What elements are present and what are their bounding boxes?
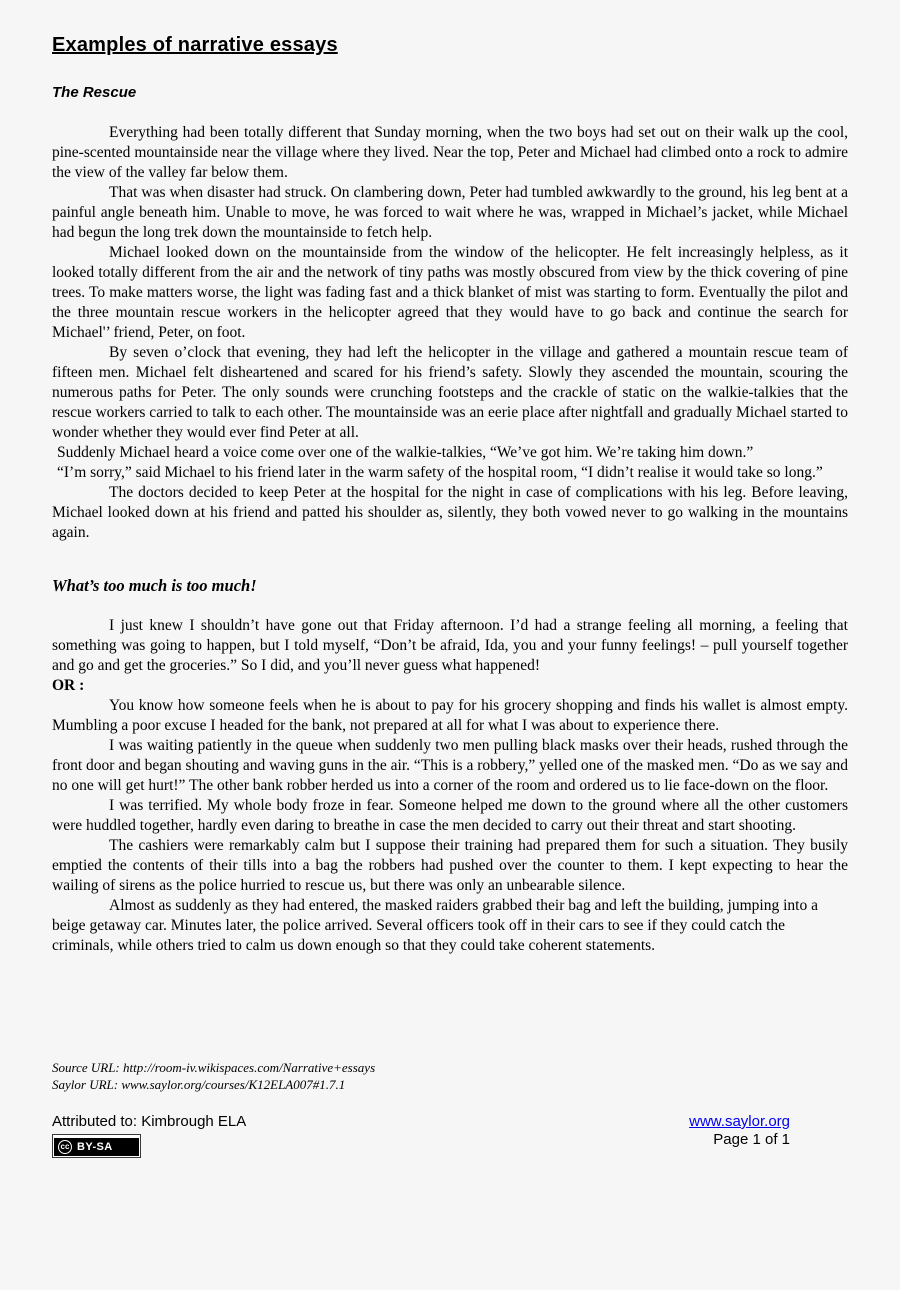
essay-paragraph: The cashiers were remarkably calm but I suppose their training had prepared them for such a situation. They busily emptied the contents of their tills into a bag the robbers had pushed over the counter to them. I kept expecting to hear the wailing of sirens as the police hurried to rescue us, but there was only an unbearable silence. bbox=[52, 837, 848, 894]
page-title: Examples of narrative essays bbox=[52, 34, 338, 56]
essay-heading-the-rescue: The Rescue bbox=[52, 84, 137, 101]
or-divider-line: OR : bbox=[52, 677, 85, 694]
essay-paragraph: The doctors decided to keep Peter at the hospital for the night in case of complications with his leg. Before leaving, Michael looked down at his friend and patted his shoulder as, silently, they both vowed never to go walking in the mountains again. bbox=[52, 484, 848, 541]
essay-body-too-much bbox=[52, 616, 848, 956]
essay-paragraph: Suddenly Michael heard a voice come over one of the walkie-talkies, “We’ve got him. We’re taking him down.” bbox=[57, 444, 754, 461]
essay-paragraph: Almost as suddenly as they had entered, the masked raiders grabbed their bag and left the building, jumping into a beige getaway car. Minutes later, the police arrived. Several officers took off in their cars to see if they could catch the criminals, while others tried to calm us down enough so that they could take coherent statements. bbox=[52, 897, 818, 954]
attribution-text: Attributed to: Kimbrough ELA bbox=[52, 1113, 247, 1130]
essay-body-the-rescue bbox=[52, 123, 848, 543]
cc-by-sa-badge[interactable] bbox=[52, 1134, 141, 1158]
essay-heading-too-much: What’s too much is too much! bbox=[52, 576, 257, 595]
page-footer bbox=[52, 1113, 790, 1158]
footer-left bbox=[52, 1113, 246, 1158]
footer-right bbox=[689, 1113, 790, 1149]
saylor-org-link[interactable]: www.saylor.org bbox=[689, 1113, 790, 1130]
essay-paragraph: Michael looked down on the mountainside from the window of the helicopter. He felt increasingly helpless, as it looked totally different from the air and the network of tiny paths was mostly obscured from view by the thick covering of pine trees. To make matters worse, the light was fading fast and a thick blanket of mist was starting to form. Eventually the pilot and the three mountain rescue workers in the helicopter agreed that they would have to go back and continue the search for Michael'’ friend, Peter, on foot. bbox=[52, 244, 848, 341]
cc-by-sa-badge-inner bbox=[54, 1138, 139, 1156]
essay-paragraph: You know how someone feels when he is about to pay for his grocery shopping and finds his wallet is almost empty. Mumbling a poor excuse I headed for the bank, not prepared at all for what I was about to experience there. bbox=[52, 697, 848, 734]
page-number: Page 1 of 1 bbox=[713, 1131, 790, 1148]
saylor-url-line: Saylor URL: www.saylor.org/courses/K12ELA007#1.7.1 bbox=[52, 1076, 346, 1092]
essay-paragraph: Everything had been totally different that Sunday morning, when the two boys had set out on their walk up the cool, pine-scented mountainside near the village where they lived. Near the top, Peter and Michael had climbed onto a rock to admire the view of the valley far below them. bbox=[52, 124, 848, 181]
essay-paragraph: “I’m sorry,” said Michael to his friend later in the warm safety of the hospital room, “I didn’t realise it would take so long.” bbox=[57, 464, 823, 481]
essay-paragraph: That was when disaster had struck. On clambering down, Peter had tumbled awkwardly to the ground, his leg bent at a painful angle beneath him. Unable to move, he was forced to wait where he was, wrapped in Michael’s jacket, while Michael had begun the long trek down the mountainside to fetch help. bbox=[52, 184, 848, 241]
license-label: BY-SA bbox=[77, 1141, 113, 1153]
essay-paragraph: By seven o’clock that evening, they had left the helicopter in the village and gathered a mountain rescue team of fifteen men. Michael felt disheartened and scared for his friend’s safety. Slowly they ascended the mountain, scouring the numerous paths for Peter. The only sounds were crunching footsteps and the crackle of static on the walkie-talkies that the rescue workers carried to talk to each other. The mountainside was an eerie place after nightfall and gradually Michael started to wonder whether they would ever find Peter at all. bbox=[52, 344, 848, 441]
source-url-line: Source URL: http://room-iv.wikispaces.com/Narrative+essays bbox=[52, 1060, 376, 1075]
source-urls bbox=[52, 1060, 375, 1093]
essay-paragraph: I was waiting patiently in the queue when suddenly two men pulling black masks over their heads, rushed through the front door and began shouting and waving guns in the air. “This is a robbery,” yelled one of the masked men. “Do as we say and no one will get hurt!” The other bank robber herded us into a corner of the room and ordered us to lie face-down on the floor. bbox=[52, 737, 848, 794]
essay-paragraph: I just knew I shouldn’t have gone out that Friday afternoon. I’d had a strange feeling all morning, a feeling that something was going to happen, but I told myself, “Don’t be afraid, Ida, you and your funny feelings! – pull yourself together and go and get the groceries.” So I did, and you’ll never guess what happened! bbox=[52, 617, 848, 674]
creative-commons-icon: cc bbox=[58, 1140, 72, 1154]
essay-paragraph: I was terrified. My whole body froze in fear. Someone helped me down to the ground where all the other customers were huddled together, hardly even daring to breathe in case the men decided to carry out their threat and start shooting. bbox=[52, 797, 848, 834]
